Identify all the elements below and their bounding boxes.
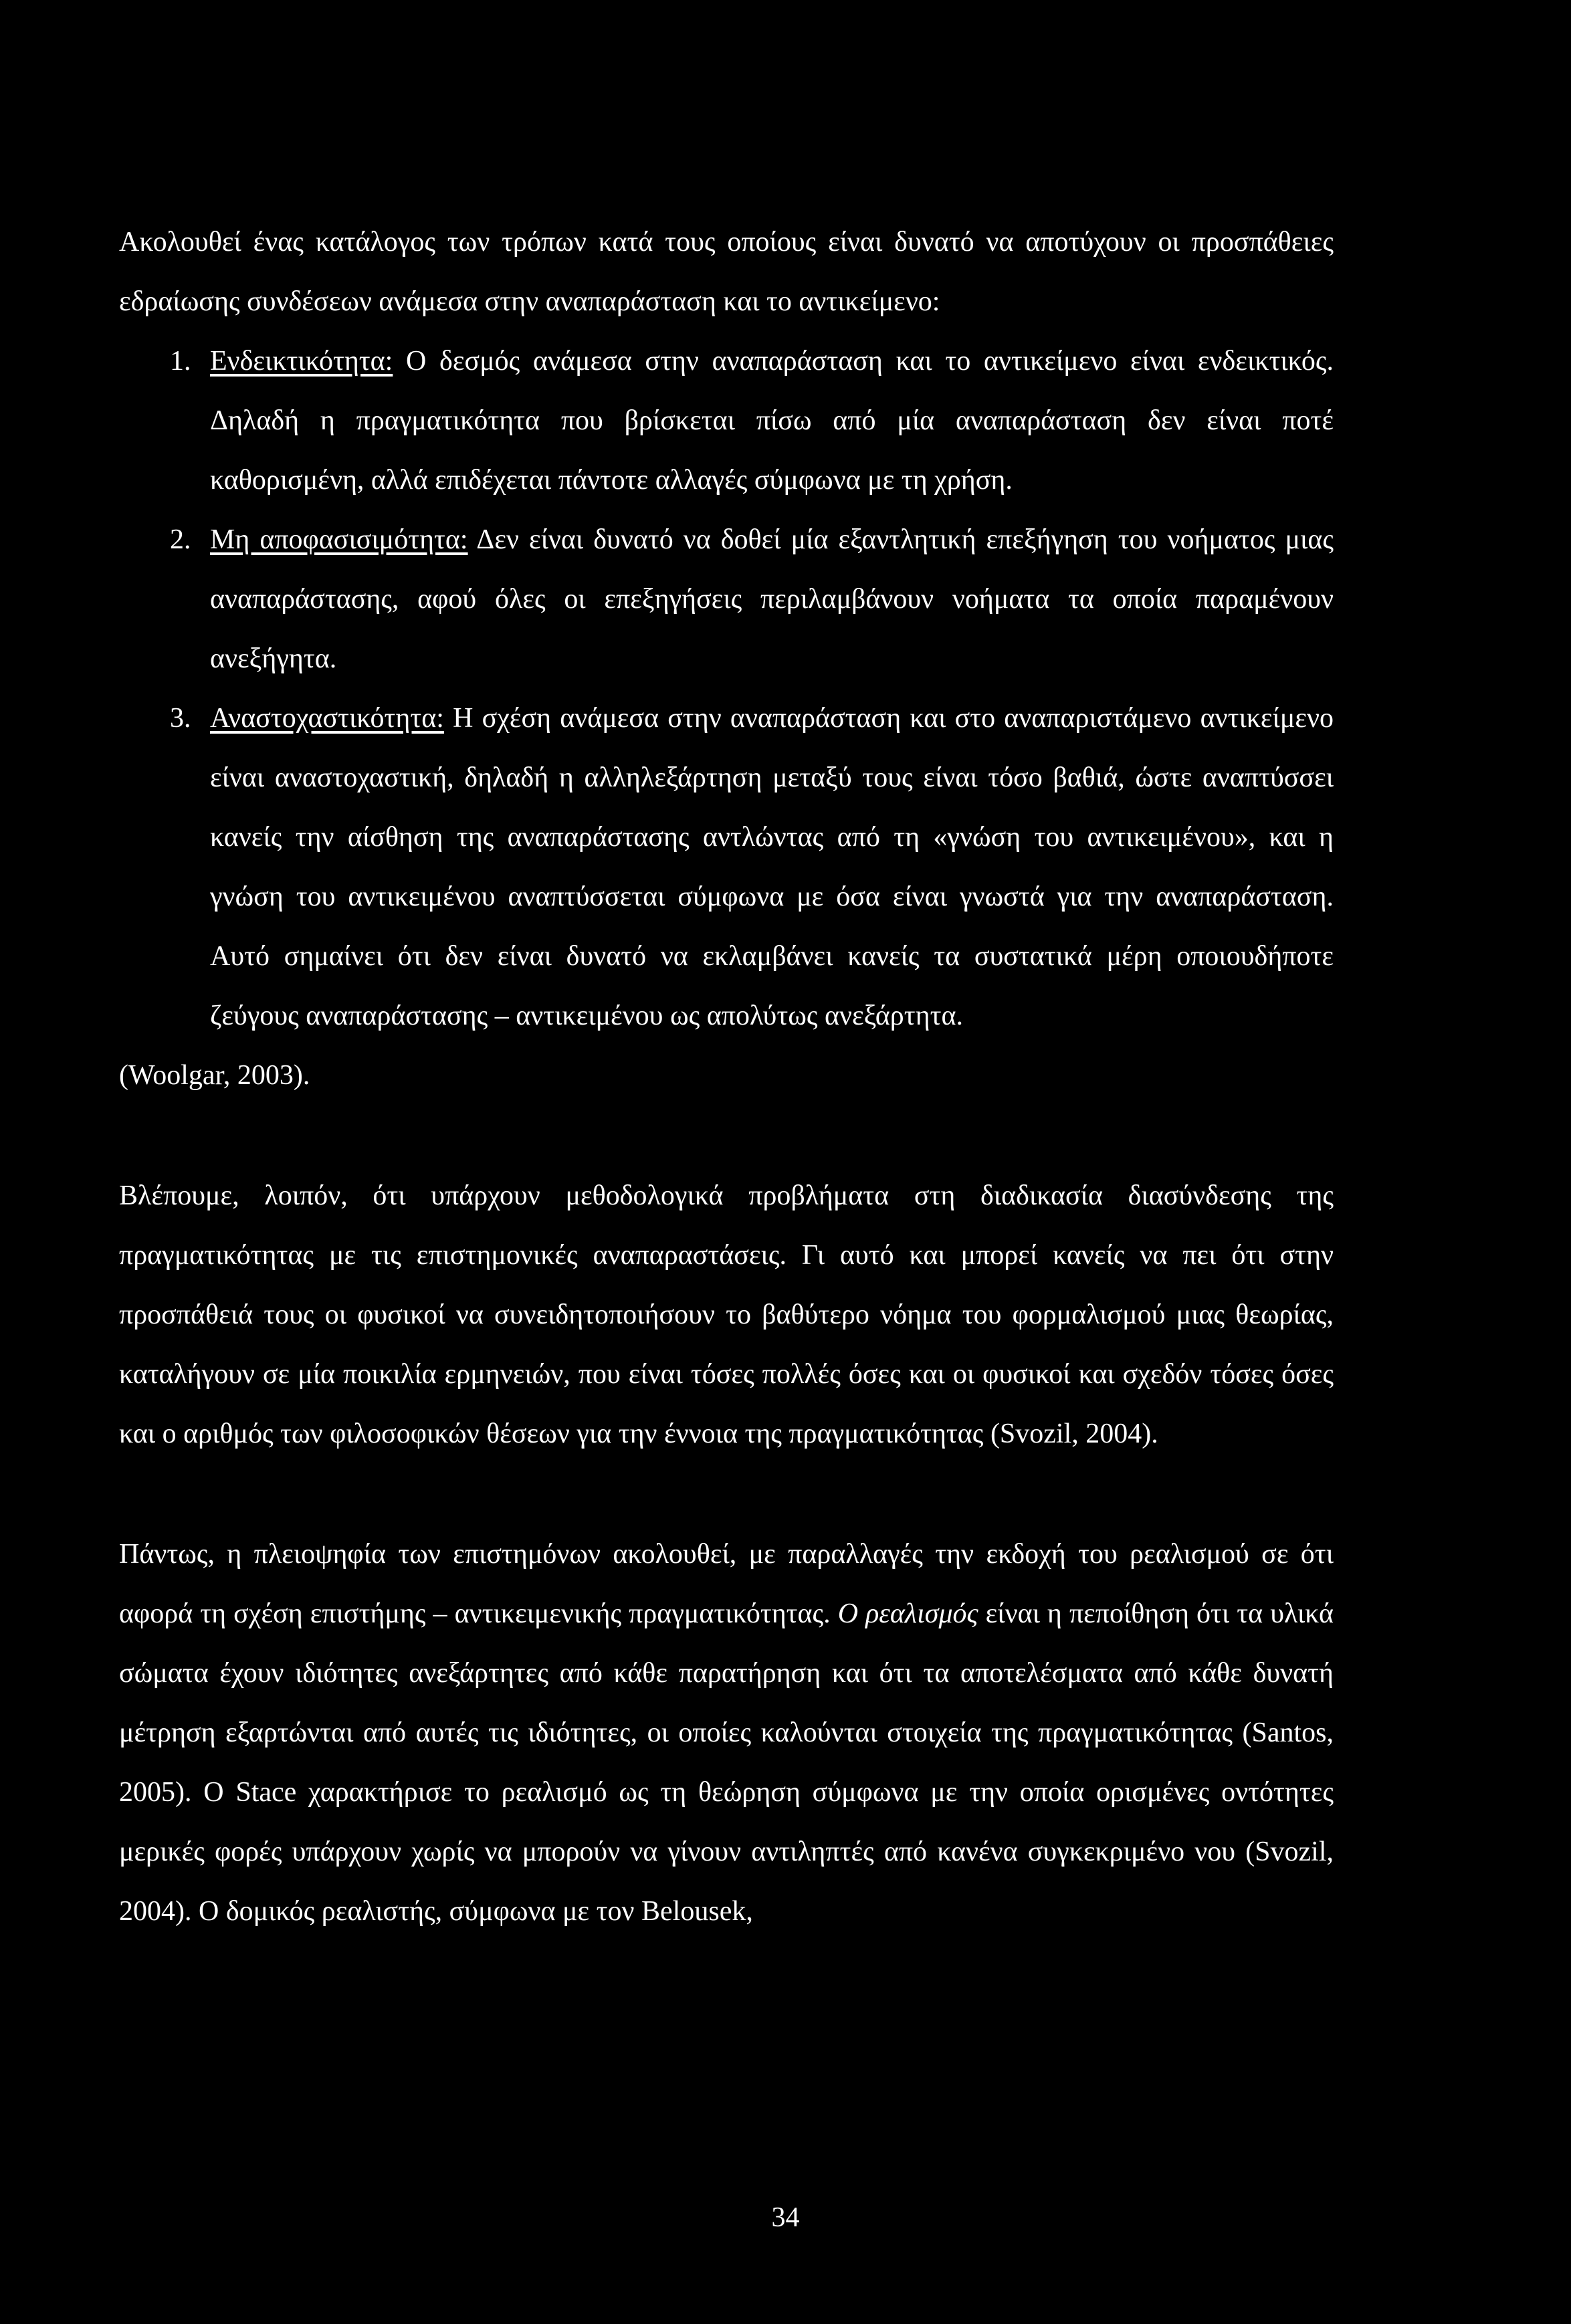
- paragraph-realism: [119, 1525, 1334, 1941]
- list-item: [119, 332, 1334, 510]
- list-item-term: Ενδεικτικότητα:: [210, 346, 393, 377]
- paragraph-realism-text: Πάντως, η πλειοψηφία των επιστημόνων ακολουθεί, με παραλλαγές την εκδοχή του ρεαλισμού σε ότι αφορά τη σχέση επιστήμης – αντικειμενικής πραγματικότητας.: [119, 1539, 1334, 1629]
- paragraph-realism-text-cont: είναι η πεποίθηση ότι τα υλικά σώματα έχουν ιδιότητες ανεξάρτητες από κάθε παρατήρηση και ότι τα αποτελέσματα από κάθε δυνατή μέτρηση εξαρτώνται από αυτές τις ιδιότητες, οι οποίες καλούνται στοιχεία της πραγματικότητας (Santos, 2005). Ο Stace χαρακτήρισε το ρεαλισμό ως τη θεώρηση σύμφωνα με την οποία ορισμένες οντότητες μερικές φορές υπάρχουν χωρίς να μπορούν να γίνουν αντιληπτές από κανένα συγκεκριμένο νου (Svozil, 2004). Ο δομικός ρεαλιστής, σύμφωνα με τον Belousek,: [119, 1598, 1334, 1927]
- list-item-text: Ο δεσμός ανάμεσα στην αναπαράσταση και το αντικείμενο είναι ενδεικτικός. Δηλαδή η πραγματικότητα που βρίσκεται πίσω από μία αναπαράσταση δεν είναι ποτέ καθορισμένη, αλλά επιδέχεται πάντοτε αλλαγές σύμφωνα με τη χρήση.: [210, 346, 1334, 496]
- page-number: 34: [771, 2202, 800, 2233]
- list-item-number: 2.: [170, 524, 191, 555]
- page-body: [119, 213, 1334, 1941]
- list-item-number: 1.: [170, 346, 191, 377]
- list-item-text: Η σχέση ανάμεσα στην αναπαράσταση και στο αναπαριστάμενο αντικείμενο είναι αναστοχαστική, δηλαδή η αλληλεξάρτηση μεταξύ τους είναι τόσο βαθιά, ώστε αναπτύσσει κανείς την αίσθηση της αναπαράστασης αντλώντας από τη «γνώση του αντικειμένου», και η γνώση του αντικειμένου αναπτύσσεται σύμφωνα με όσα είναι γνωστά για την αναπαράσταση. Αυτό σημαίνει ότι δεν είναι δυνατό να εκλαμβάνει κανείς τα συστατικά μέρη οποιουδήποτε ζεύγους αναπαράστασης – αντικειμένου ως απολύτως ανεξάρτητα.: [210, 703, 1334, 1031]
- list-item: [119, 689, 1334, 1046]
- citation: (Woolgar, 2003).: [119, 1060, 310, 1091]
- paragraph-methodology: Βλέπουμε, λοιπόν, ότι υπάρχουν μεθοδολογικά προβλήματα στη διαδικασία διασύνδεσης της πραγματικότητας με τις επιστημονικές αναπαραστάσεις. Γι αυτό και μπορεί κανείς να πει ότι στην προσπάθειά τους οι φυσικοί να συνειδητοποιήσουν το βαθύτερο νόημα του φορμαλισμού μιας θεωρίας, καταλήγουν σε μία ποικιλία ερμηνειών, που είναι τόσες πολλές όσες και οι φυσικοί και σχεδόν τόσες όσες και ο αριθμός των φιλοσοφικών θέσεων για την έννοια της πραγματικότητας (Svozil, 2004).: [119, 1180, 1334, 1449]
- intro-paragraph: Ακολουθεί ένας κατάλογος των τρόπων κατά τους οποίους είναι δυνατό να αποτύχουν οι προσπάθειες εδραίωσης συνδέσεων ανάμεσα στην αναπαράσταση και το αντικείμενο:: [119, 227, 1334, 317]
- list-item-number: 3.: [170, 703, 191, 734]
- failure-modes-list: [119, 332, 1334, 1046]
- list-item-text: Δεν είναι δυνατό να δοθεί μία εξαντλητική επεξήγηση του νοήματος μιας αναπαράστασης, αφού όλες οι επεξηγήσεις περιλαμβάνουν νοήματα τα οποία παραμένουν ανεξήγητα.: [210, 524, 1334, 674]
- list-item: [119, 510, 1334, 689]
- realism-term: Ο ρεαλισμός: [837, 1598, 978, 1629]
- list-item-term: Μη αποφασισιμότητα:: [210, 524, 468, 555]
- list-item-term: Αναστοχαστικότητα:: [210, 703, 444, 734]
